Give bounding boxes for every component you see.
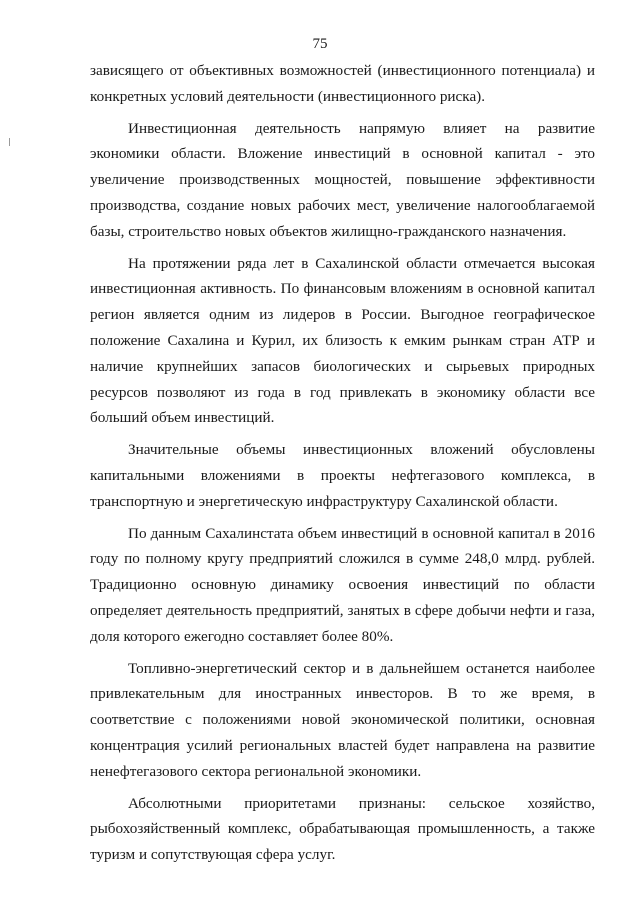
paragraph-4: Значительные объемы инвестиционных вложений обусловлены капитальными вложениями в проекты нефтегазового комплекса, в транспортную и энергетическую инфраструктуру Сахалинской области.: [90, 441, 595, 510]
page-number: 75: [312, 36, 328, 52]
paragraph-1: зависящего от объективных возможностей (инвестиционного потенциала) и конкретных условий деятельности (инвестиционного риска).: [90, 62, 595, 105]
body-text: [90, 58, 595, 874]
paragraph-3: На протяжении ряда лет в Сахалинской области отмечается высокая инвестиционная активность. По финансовым вложениям в основной капитал регион является одним из лидеров в России. Выгодное географическое положение Сахалина и Курил, их близость к емким рынкам стран АТР и наличие крупнейших запасов биологических и сырьевых природных ресурсов позволяют из года в год привлекать в экономику области все больший объем инвестиций.: [90, 254, 595, 427]
paragraph-6: Топливно-энергетический сектор и в дальнейшем останется наиболее привлекательным для иностранных инвесторов. В то же время, в соответствие с положениями новой экономической политики, основная концентрация усилий региональных властей будет направлена на развитие ненефтегазового сектора региональной экономики.: [90, 659, 595, 780]
paragraph-5: По данным Сахалинстата объем инвестиций в основной капитал в 2016 году по полному кругу предприятий сложился в сумме 248,0 млрд. рублей. Традиционно основную динамику освоения инвестиций по области определяет деятельность предприятий, занятых в сфере добычи нефти и газа, доля которого ежегодно составляет более 80%.: [90, 524, 595, 645]
paragraph-2: Инвестиционная деятельность напрямую влияет на развитие экономики области. Вложение инвестиций в основной капитал - это увеличение производственных мощностей, повышение эффективности производства, создание новых рабочих мест, увеличение налогооблагаемой базы, строительство новых объектов жилищно-гражданского назначения.: [90, 119, 595, 240]
margin-mark: [9, 138, 10, 146]
paragraph-7: Абсолютными приоритетами признаны: сельское хозяйство, рыбохозяйственный комплекс, обрабатывающая промышленность, а также туризм и сопутствующая сфера услуг.: [90, 794, 595, 864]
